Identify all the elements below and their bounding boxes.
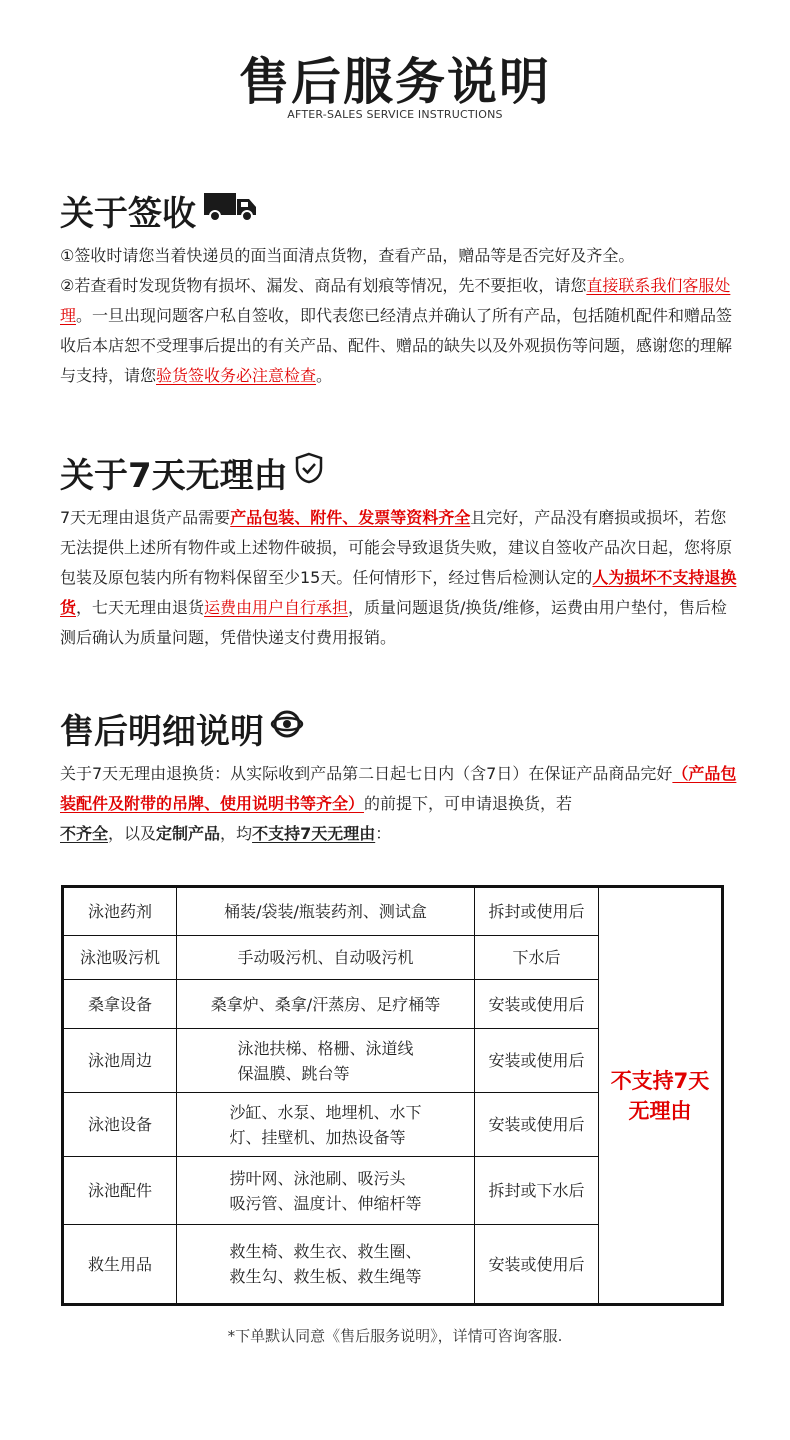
item-line: 灯、挂壁机、加热设备等 — [229, 1127, 406, 1147]
items-cell — [177, 1029, 475, 1093]
items-cell — [177, 1157, 475, 1225]
contact-service-highlight: 直接联系我们客服处理 — [60, 276, 731, 325]
category-cell: 救生用品 — [63, 1225, 177, 1305]
text: ，质量问题退货/换货/维修，运费由用户垫付，售后检测后确认为质量问题，凭借快递支付费用报销。 — [60, 598, 727, 647]
items-cell — [177, 936, 475, 980]
text: 。一旦出现问题客户私自签收，即代表您已经清点并确认了所有产品，包括随机配件和赠品签收后本店恕不受理事后提出的有关产品、配件、赠品的缺失以及外观损伤等问题，感谢您的理解与支持，请您 — [60, 306, 733, 385]
section-heading-sign — [60, 188, 260, 232]
text: 关于7天无理由退换货：从实际收到产品第二日起七日内（含7日）在保证产品商品完好 — [60, 764, 673, 783]
footer-note: *下单默认同意《售后服务说明》，详情可咨询客服. — [227, 1327, 563, 1345]
text: 7天无理由退货产品需要 — [60, 508, 231, 527]
text: ，七天无理由退货 — [76, 598, 205, 617]
item-line: 吸污管、温度计、伸缩杆等 — [229, 1193, 422, 1213]
item-line: 捞叶网、泳池刷、吸污头 — [229, 1168, 406, 1188]
detail-paragraph — [60, 759, 740, 849]
items-cell — [177, 1225, 475, 1305]
section-title: 关于7天无理由 — [60, 455, 288, 496]
items-cell — [177, 887, 475, 936]
section-heading-detail — [60, 706, 304, 750]
condition-cell: 安装或使用后 — [475, 1225, 599, 1305]
package-highlight: （产品包装配件及附带的吊牌、使用说明书等齐全） — [60, 764, 737, 813]
category-cell: 泳池周边 — [63, 1029, 177, 1093]
items-text — [224, 899, 427, 924]
condition-cell: 安装或使用后 — [475, 1093, 599, 1157]
text: ： — [375, 824, 392, 843]
after-sales-table — [61, 885, 724, 1306]
section-title: 售后明细说明 — [60, 711, 264, 752]
sign-p2 — [60, 271, 740, 391]
category-cell: 泳池吸污机 — [63, 936, 177, 980]
items-text — [237, 945, 413, 970]
truck-icon — [202, 189, 260, 232]
category-cell: 泳池配件 — [63, 1157, 177, 1225]
condition-cell: 安装或使用后 — [475, 980, 599, 1029]
page-subtitle: AFTER-SALES SERVICE INSTRUCTIONS — [287, 108, 503, 121]
category-cell: 桑拿设备 — [63, 980, 177, 1029]
headset-icon — [270, 708, 304, 749]
no-reason-highlight: 不支持7天无理由 — [252, 824, 376, 843]
custom-product-highlight: 定制产品 — [156, 824, 221, 843]
condition-cell: 拆封或下水后 — [475, 1157, 599, 1225]
page-title: 售后服务说明 — [239, 53, 551, 111]
sign-p1: ①签收时请您当着快递员的面当面清点货物，查看产品，赠品等是否完好及齐全。 — [60, 246, 635, 265]
items-cell — [177, 980, 475, 1029]
condition-cell: 安装或使用后 — [475, 1029, 599, 1093]
text: 且完好，产品没有磨损或损坏，若您无法提供上述所有物件或上述物件破损，可能会导致退货失败，建议自签收产品次日起，您将原包装及原包装内所有物料保留至少15天。任何情形下，经过售后检测认定的 — [60, 508, 733, 587]
items-text — [237, 1036, 413, 1086]
item-line: 救生勾、救生板、救生绳等 — [229, 1267, 422, 1286]
text: 的前提下，可申请退换货，若 — [364, 794, 573, 813]
item-line: 桑拿炉、桑拿/汗蒸房、足疗桶等 — [210, 994, 441, 1014]
category-cell: 泳池药剂 — [63, 887, 177, 936]
items-text — [229, 1239, 421, 1289]
category-cell: 泳池设备 — [63, 1093, 177, 1157]
table-row — [63, 887, 723, 936]
item-line: 保温膜、跳台等 — [237, 1063, 350, 1083]
item-line: 救生椅、救生衣、救生圈、 — [229, 1242, 422, 1261]
no-reason-label: 不支持7天无理由 — [610, 1068, 710, 1123]
text: 。 — [316, 366, 333, 385]
incomplete-highlight: 不齐全 — [60, 824, 109, 843]
no-reason-cell — [599, 887, 723, 1305]
item-line: 沙缸、水泵、地埋机、水下 — [229, 1102, 422, 1122]
damage-highlight: 人为损坏不支持退换货 — [60, 568, 737, 617]
docs-complete-highlight: 产品包装、附件、发票等资料齐全 — [230, 508, 471, 527]
section-title: 关于签收 — [60, 193, 196, 234]
items-text — [229, 1166, 421, 1216]
item-line: 手动吸污机、自动吸污机 — [237, 948, 414, 967]
item-line: 桶装/袋装/瓶装药剂、测试盒 — [224, 902, 427, 921]
item-line: 泳池扶梯、格栅、泳道线 — [237, 1038, 414, 1058]
sign-paragraph — [60, 241, 740, 391]
text: ，均 — [220, 824, 253, 843]
condition-cell: 下水后 — [475, 936, 599, 980]
freight-highlight: 运费由用户自行承担 — [204, 598, 349, 617]
items-text — [229, 1100, 421, 1150]
items-text — [211, 992, 440, 1017]
text: ，以及 — [108, 824, 157, 843]
condition-cell: 拆封或使用后 — [475, 887, 599, 936]
items-cell — [177, 1093, 475, 1157]
inspect-highlight: 验货签收务必注意检查 — [156, 366, 317, 385]
text: ②若查看时发现货物有损坏、漏发、商品有划痕等情况，先不要拒收，请您 — [60, 276, 587, 295]
seven-paragraph — [60, 503, 740, 653]
section-heading-seven — [60, 450, 324, 494]
shield-check-icon — [294, 452, 324, 493]
